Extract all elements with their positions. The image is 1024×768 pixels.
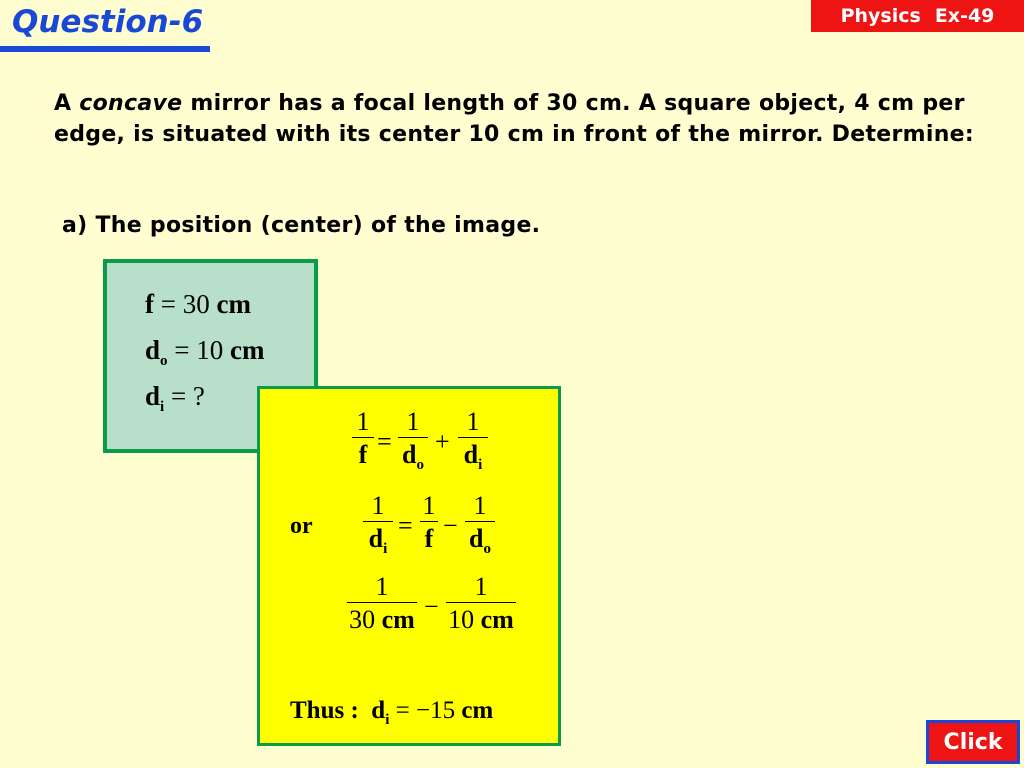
problem-text: mirror has a focal length of 30 cm. A square object, 4 cm per edge, is situated with its center 10 cm in front of the mirror. Determine: (54, 91, 974, 147)
eq2-lhs-fraction: 1 $d_i$ (363, 491, 393, 566)
eq1-plus: + (435, 427, 450, 456)
problem-lead: A (54, 91, 72, 116)
eq1-term1-fraction: 1 $d_o$ (398, 407, 428, 482)
badge-code: Ex-49 (934, 5, 995, 27)
eq2-term1-fraction: 1 f (420, 491, 438, 556)
given-image-distance: $d_i$ = ? (145, 381, 205, 415)
eq3-minus: − (424, 592, 439, 621)
eq3-term1-fraction: 1 30 cm (347, 572, 417, 637)
title-underline (0, 46, 210, 52)
click-button[interactable]: Click (926, 720, 1020, 764)
solution-box (257, 386, 561, 746)
problem-statement (54, 88, 974, 150)
eq2-term2-fraction: 1 $d_o$ (465, 491, 495, 566)
result-line: Thus : $d_i = -15$ cm (290, 697, 494, 728)
eq1-term2-fraction: 1 $d_i$ (458, 407, 488, 482)
eq1-lhs-fraction: 1 f (352, 407, 374, 472)
subject-badge (811, 0, 1024, 32)
eq1-equals: = (377, 427, 392, 456)
question-title: Question-6 (12, 4, 204, 40)
eq3-term2-fraction: 1 10 cm (446, 572, 516, 637)
eq2-minus: − (443, 511, 458, 540)
eq2-equals: = (398, 511, 413, 540)
given-object-distance: $d_o = 10$ cm (145, 335, 265, 369)
or-label: or (290, 513, 313, 539)
problem-emphasis: concave (79, 91, 183, 116)
badge-subject: Physics (840, 5, 921, 27)
given-focal-length: f = 30 cm (145, 289, 251, 319)
part-a-question: a) The position (center) of the image. (62, 213, 541, 238)
